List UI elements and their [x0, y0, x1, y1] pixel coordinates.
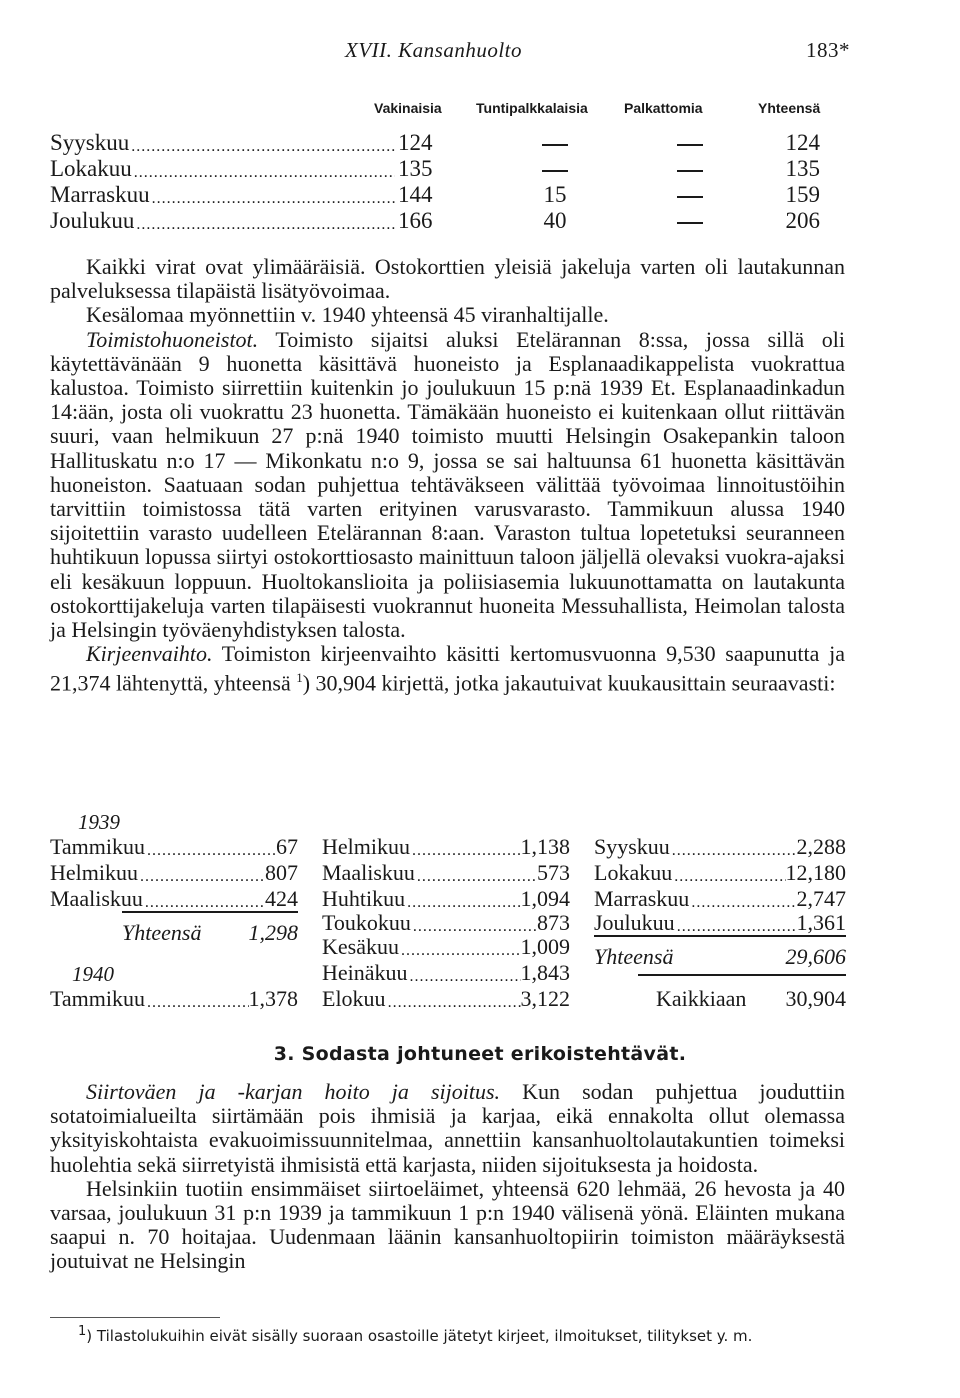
table-row	[50, 986, 298, 1012]
footnote	[50, 1322, 845, 1346]
paragraph: Kirjeenvaihto. Toimiston kirjeenvaihto käsitti kertomusvuonna 9,530 saapunutta ja 21,374 lähtenyttä, yhteensä $^1$) 30,904 kirjettä, jotka jakautuivat kuukausittain seuraavasti:	[50, 641, 845, 696]
table-row	[50, 860, 298, 886]
sum-rule	[594, 935, 846, 937]
body-text-section-3	[50, 1080, 845, 1274]
row-month: Syyskuu	[50, 130, 130, 155]
table-row	[322, 886, 570, 912]
subtotal-1940	[594, 944, 846, 970]
paragraph-body: Kun sodan puhjettua jouduttiin sotatoimialueilta siirtämään pois ihmisiä ja karjaa, eikä ennakolta ollut olemassa yksityiskohtaista evakuoimissuunnitelmaa, annettiin kansanhuoltolautakuntien toimeksi huolehtia sekä siirretyistä ihmisistä että karjasta, niiden sijoituksesta ja hoidosta.	[50, 1079, 845, 1177]
grand-total-value: 30,904	[785, 986, 846, 1011]
row-month: Helmikuu	[50, 860, 138, 885]
footnote-text: ) Tilastolukuihin eivät sisälly suoraan osastoille jätetyt kirjeet, ilmoitukset, tilitykset y. m.	[86, 1327, 753, 1345]
table-row	[322, 934, 570, 960]
grand-total	[656, 986, 846, 1012]
footnote-ref: 1	[296, 670, 303, 686]
row-month: Lokakuu	[50, 156, 132, 181]
row-value: 807	[265, 860, 298, 885]
cell-yhteensa: 124	[785, 130, 820, 155]
row-month: Tammikuu	[50, 986, 146, 1011]
paragraph-lead: Toimistohuoneistot.	[86, 326, 259, 352]
footnote-mark: 1	[78, 1324, 87, 1339]
column-header-yhteensa: Yhteensä	[758, 100, 821, 116]
row-month: Huhtikuu	[322, 886, 406, 911]
row-month: Lokakuu	[594, 860, 673, 885]
row-value: 67	[276, 834, 298, 859]
paragraph-lead: Kirjeenvaihto.	[86, 641, 213, 667]
cell-empty-dash	[520, 130, 590, 156]
column-header-palkattomia: Palkattomia	[624, 100, 703, 116]
cell-empty-dash	[655, 130, 725, 156]
row-value: 1,378	[248, 986, 298, 1011]
row-value: 3,122	[520, 986, 570, 1011]
column-header-vakinaisia: Vakinaisia	[374, 100, 442, 116]
column-header-tuntipalkkalaisia: Tuntipalkkalaisia	[476, 100, 588, 116]
row-value: 2,747	[796, 886, 846, 911]
cell-yhteensa: 159	[785, 182, 820, 207]
table-row	[594, 860, 846, 886]
row-value: 1,094	[520, 886, 570, 911]
row-month: Tammikuu	[50, 834, 146, 859]
row-month: Marraskuu	[594, 886, 690, 911]
row-value: 1,843	[520, 960, 570, 985]
cell-yhteensa: 206	[785, 208, 820, 233]
table-row	[50, 834, 298, 860]
cell-empty-dash	[655, 182, 725, 208]
row-value: 873	[537, 910, 570, 935]
paragraph: Kaikki virat ovat ylimääräisiä. Ostokorttien yleisiä jakeluja varten oli lautakunnan palveluksessa tilapäistä lisätyövoimaa.	[50, 254, 845, 304]
section-heading: 3. Sodasta johtuneet erikoistehtävät.	[273, 1043, 687, 1065]
table-row	[322, 834, 570, 860]
row-month: Marraskuu	[50, 182, 150, 207]
table-row	[322, 986, 570, 1012]
row-month: Maaliskuu	[50, 886, 143, 911]
cell-empty-dash	[520, 156, 590, 182]
subtotal-label: Yhteensä	[122, 920, 202, 945]
grand-total-label: Kaikkiaan	[656, 986, 747, 1011]
subtotal-1939	[122, 920, 298, 946]
row-value: 424	[265, 886, 298, 911]
cell-empty-dash	[655, 208, 725, 234]
table-row	[594, 834, 846, 860]
subtotal-value: 1,298	[248, 920, 298, 945]
row-value: 573	[537, 860, 570, 885]
year-label-1939: 1939	[78, 810, 120, 834]
table-row	[50, 208, 820, 234]
row-month: Joulukuu	[594, 910, 675, 935]
row-value: 12,180	[785, 860, 846, 885]
sum-rule	[638, 974, 846, 976]
row-value: 1,361	[796, 910, 846, 935]
year-label-1940: 1940	[72, 962, 114, 986]
row-month: Kesäkuu	[322, 934, 399, 959]
row-value: 1,138	[520, 834, 570, 859]
page-number: 183*	[806, 38, 850, 62]
row-month: Syyskuu	[594, 834, 670, 859]
subtotal-value: 29,606	[785, 944, 846, 969]
paragraph: Kesälomaa myönnettiin v. 1940 yhteensä 45 viranhaltijalle.	[86, 302, 609, 328]
running-header-chapter: XVII. Kansanhuolto	[345, 38, 522, 62]
sum-rule	[122, 911, 298, 913]
paragraph	[50, 328, 845, 643]
table-row	[50, 886, 298, 912]
paragraph	[50, 1080, 845, 1177]
cell-tunti: 40	[543, 208, 567, 233]
row-month: Heinäkuu	[322, 960, 408, 985]
cell-vakinaisia: 166	[398, 208, 433, 233]
footnote-rule	[50, 1317, 220, 1318]
body-text-section-1	[50, 255, 845, 696]
paragraph-lead: Siirtoväen ja -karjan hoito ja sijoitus.	[86, 1079, 501, 1104]
row-month: Elokuu	[322, 986, 386, 1011]
cell-tunti: 15	[543, 182, 567, 207]
row-month: Toukokuu	[322, 910, 411, 935]
subtotal-label: Yhteensä	[594, 944, 674, 969]
table-row	[50, 182, 820, 208]
table-row	[322, 860, 570, 886]
table-row	[594, 910, 846, 936]
table-row	[594, 886, 846, 912]
row-value: 1,009	[520, 934, 570, 959]
row-value: 2,288	[796, 834, 846, 859]
cell-empty-dash	[655, 156, 725, 182]
cell-vakinaisia: 124	[398, 130, 433, 155]
row-month: Joulukuu	[50, 208, 135, 233]
cell-vakinaisia: 135	[398, 156, 433, 181]
cell-yhteensa: 135	[785, 156, 820, 181]
paragraph: Helsinkiin tuotiin ensimmäiset siirtoeläimet, yhteensä 620 lehmää, 26 hevosta ja 40 varsaa, joulukuun 31 p:n 1939 ja tammikuun 1 p:n 1940 välisenä yönä. Eläinten mukana saapui n. 70 hoitajaa. Uudenmaan läänin kansanhuoltopiirin toimiston määräyksestä joutuivat ne Helsingin	[50, 1175, 845, 1274]
table-row	[50, 156, 820, 182]
table-row	[322, 910, 570, 936]
table-row	[50, 130, 820, 156]
row-month: Maaliskuu	[322, 860, 415, 885]
table-row	[322, 960, 570, 986]
row-month: Helmikuu	[322, 834, 410, 859]
paragraph-body: Toimisto sijaitsi aluksi Etelärannan 8:ssa, jossa sillä oli käytettävänään 9 huonetta käsittävä huoneisto ja Esplanaadikappelista vuokrattua kalustoa. Toimisto siirrettiin kuitenkin jo joulukuun 15 p:nä 1939 Et. Esplanaadinkadun 14:ään, josta oli vuokrattu 23 huonetta. Tämäkään huoneisto ei kuitenkaan ollut riittävän suuri, vaan helmikuun 27 p:nä 1940 toimisto muutti Helsingin Osakepankin taloon Hallituskatu n:o 17 — Mikonkatu n:o 9, jossa se sai haltuunsa 61 huonetta käsittävän huoneiston. Saatuaan sodan puhjettua tehtäväkseen välittää työvoimaa linnoitustöihin tarvittiin toimistossa tätä varten erityinen varusvarasto. Tammikuun alussa 1940 sijoitettiin varasto uudelleen Etelärannan 8:aan. Varaston tultua lopetetuksi seuranneen huhtikuun lopussa siirtyi ostokorttiosasto mainittuun taloon jäljellä olevaksi vuokra-ajaksi eli kesäkuun loppuun. Huoltokanslioita ja poliisiasemia lukuunottamatta on lautakunta ostokorttijakeluja varten tilapäisesti vuokrannut huoneita Messuhallista, Heimolan talosta ja Helsingin työväenyhdistyksen talosta.	[50, 326, 845, 643]
cell-vakinaisia: 144	[398, 182, 433, 207]
